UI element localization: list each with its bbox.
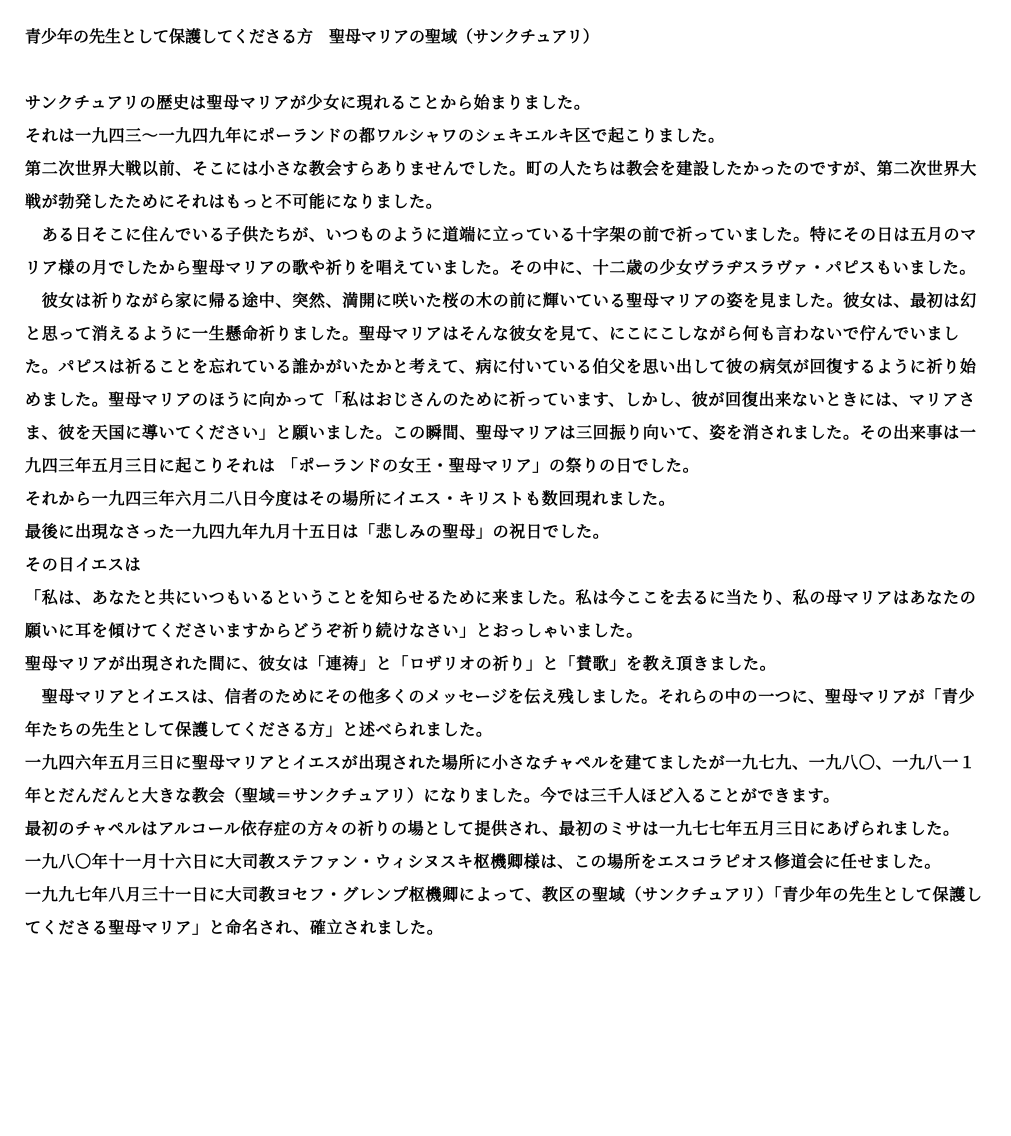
document-title: 青少年の先生として保護してくださる方 聖母マリアの聖域（サンクチュアリ） — [25, 27, 599, 46]
paragraph: 一九八〇年十一月十六日に大司教ステファン・ウィシヌスキ枢機卿様は、この場所をエスコラピオス修道会に任せました。 — [25, 852, 942, 871]
paragraph: 彼女は祈りながら家に帰る途中、突然、満開に咲いた桜の木の前に輝いている聖母マリアの姿を見ました。彼女は、最初は幻と思って消えるように一生懸命祈りました。聖母マリアはそんな彼女を見て、にこにこしながら何も言わないで佇んでいました。パピスは祈ることを忘れている誰かがいたかと考えて、病に付いている伯父を思い出して彼の病気が回復するように祈り始めました。聖母マリアのほうに向かって「私はおじさんのために祈っています、しかし、彼が回復出来ないときには、マリアさま、彼を天国に導いてください」と願いました。この瞬間、聖母マリアは三回振り向いて、姿を消されました。その出来事は一九四三年五月三日に起こりそれは 「ポーランドの女王・聖母マリア」の祭りの日でした。 — [25, 291, 977, 475]
paragraph: それから一九四三年六月二八日今度はその場所にイエス・キリストも数回現れました。 — [25, 489, 676, 508]
document-body — [25, 86, 989, 944]
paragraph: 「私は、あなたと共にいつもいるということを知らせるために来ました。私は今ここを去るに当たり、私の母マリアはあなたの願いに耳を傾けてくださいますからどうぞ祈り続けなさい」とおっしゃいました。 — [25, 588, 977, 640]
paragraph: ある日そこに住んでいる子供たちが、いつものように道端に立っている十字架の前で祈っていました。特にその日は五月のマリア様の月でしたから聖母マリアの歌や祈りを唱えていました。その中に、十二歳の少女ヴラヂスラヴァ・パピスもいました。 — [25, 225, 977, 277]
paragraph: 最初のチャペルはアルコール依存症の方々の祈りの場として提供され、最初のミサは一九七七年五月三日にあげられました。 — [25, 819, 960, 838]
paragraph: その日イエスは — [25, 555, 142, 574]
paragraph: 第二次世界大戦以前、そこには小さな教会すらありませんでした。町の人たちは教会を建設したかったのですが、第二次世界大戦が勃発したためにそれはもっと不可能になりました。 — [25, 159, 977, 211]
paragraph: 聖母マリアが出現された間に、彼女は「連祷」と「ロザリオの祈り」と「賛歌」を教え頂きました。 — [25, 654, 777, 673]
paragraph: サンクチュアリの歴史は聖母マリアが少女に現れることから始まりました。 — [25, 93, 591, 112]
paragraph: 一九九七年八月三十一日に大司教ヨセフ・グレンプ枢機卿によって、教区の聖域（サンクチュアリ）「青少年の先生として保護してくださる聖母マリア」と命名され、確立されました。 — [25, 885, 983, 937]
paragraph: それは一九四三～一九四九年にポーランドの都ワルシャワのシェキエルキ区で起こりました。 — [25, 126, 725, 145]
blank-line — [25, 52, 989, 86]
paragraph: 一九四六年五月三日に聖母マリアとイエスが出現された場所に小さなチャペルを建てましたが一九七九、一九八〇、一九八一１年とだんだんと大きな教会（聖域＝サンクチュアリ）になりました。今では三千人ほど入ることができます。 — [25, 753, 976, 805]
paragraph: 聖母マリアとイエスは、信者のためにその他多くのメッセージを伝え残しました。それらの中の一つに、聖母マリアが「青少年たちの先生として保護してくださる方」と述べられました。 — [25, 687, 976, 739]
paragraph: 最後に出現なさった一九四九年九月十五日は「悲しみの聖母」の祝日でした。 — [25, 522, 610, 541]
